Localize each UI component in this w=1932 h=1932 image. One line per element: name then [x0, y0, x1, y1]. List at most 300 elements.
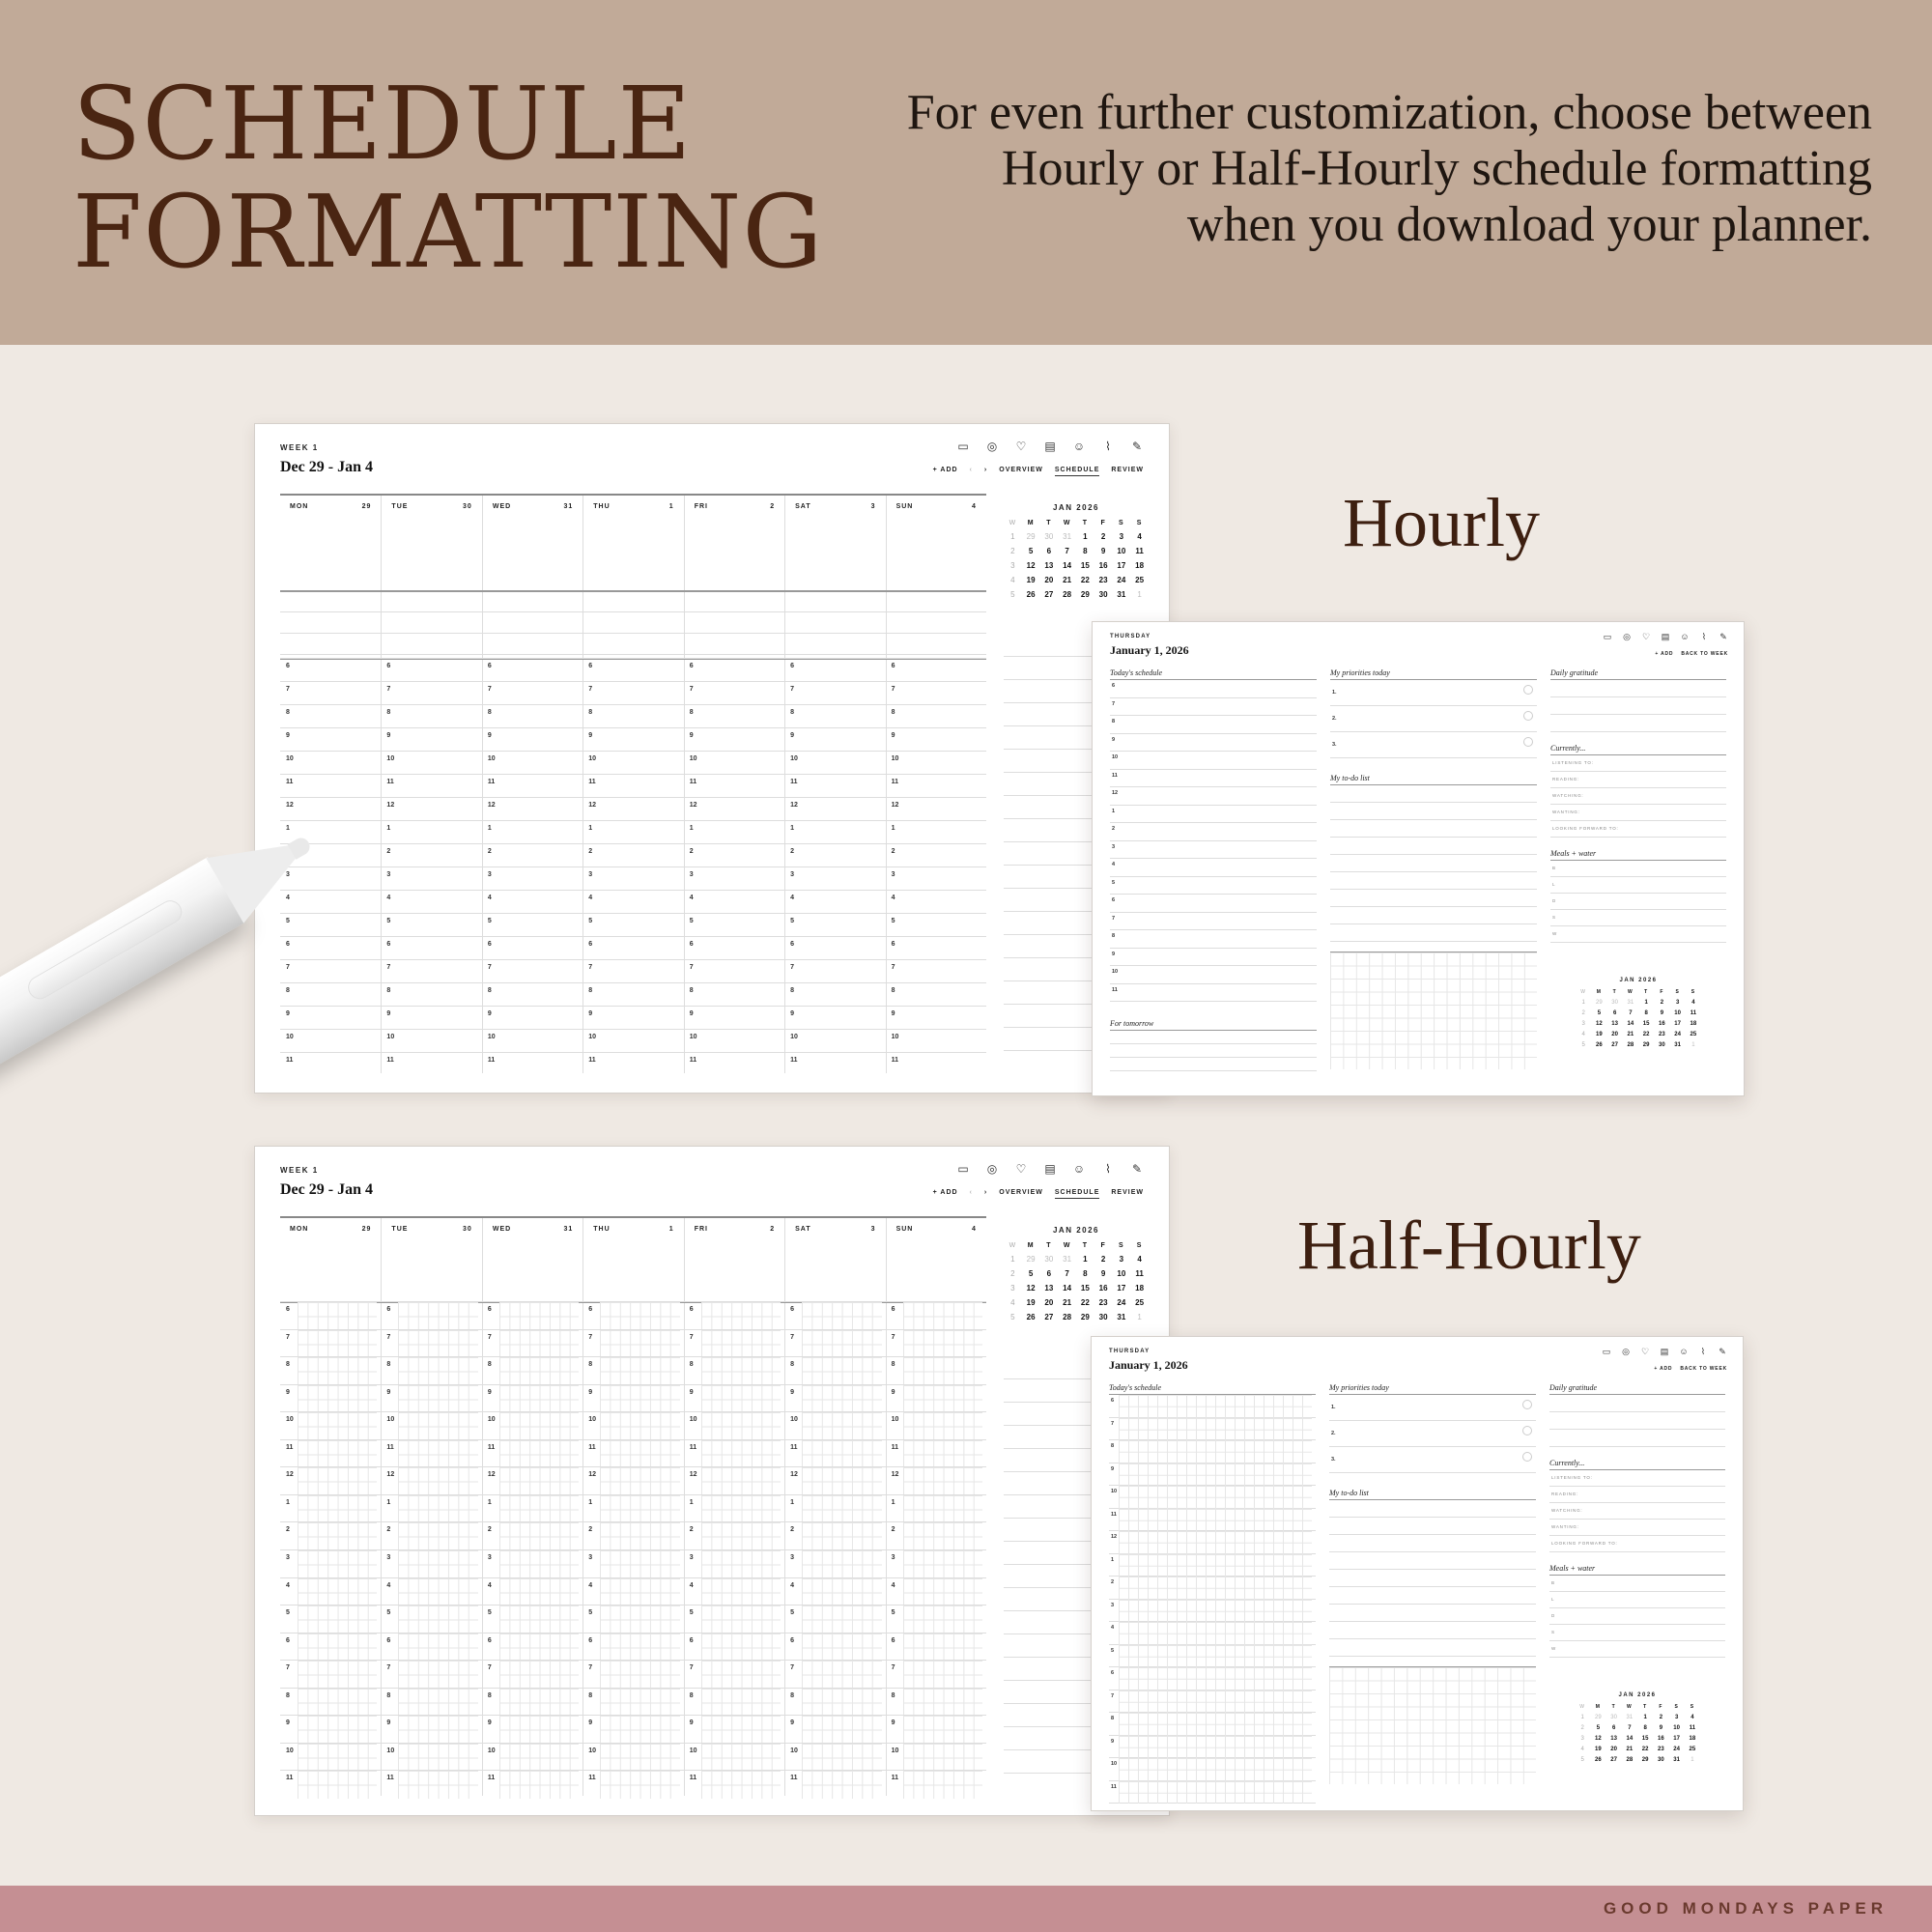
- half-hour-grid[interactable]: [499, 1716, 579, 1744]
- half-hour-grid[interactable]: [701, 1467, 781, 1495]
- half-hour-grid[interactable]: [701, 1689, 781, 1717]
- half-hour-grid[interactable]: [398, 1716, 477, 1744]
- mini-calendar-day[interactable]: 3: [1119, 532, 1124, 541]
- half-hour-grid[interactable]: [600, 1522, 679, 1550]
- half-hour-grid[interactable]: [298, 1634, 377, 1662]
- gratitude-line[interactable]: [1549, 1395, 1725, 1412]
- schedule-hour-row[interactable]: [1110, 716, 1317, 734]
- inbox-icon[interactable]: ▤: [1044, 440, 1056, 453]
- gratitude-line[interactable]: [1549, 1430, 1725, 1447]
- mini-calendar-day[interactable]: 20: [1044, 1298, 1054, 1307]
- half-hour-grid[interactable]: [802, 1412, 881, 1440]
- mini-calendar-day[interactable]: 24: [1673, 1747, 1680, 1752]
- tab-schedule[interactable]: SCHEDULE: [1055, 467, 1100, 476]
- half-hour-grid[interactable]: [701, 1634, 781, 1662]
- half-hour-grid[interactable]: [499, 1412, 579, 1440]
- mini-calendar-day[interactable]: 20: [1611, 1032, 1618, 1037]
- add-button[interactable]: + ADD: [932, 1189, 958, 1196]
- half-hour-grid[interactable]: [298, 1661, 377, 1689]
- schedule-hour-row[interactable]: [1109, 1395, 1316, 1418]
- half-hour-grid[interactable]: [802, 1689, 881, 1717]
- mini-calendar-day[interactable]: 25: [1135, 1298, 1145, 1307]
- currently-item[interactable]: [1549, 1487, 1725, 1503]
- schedule-hour-row[interactable]: [1109, 1463, 1316, 1487]
- mini-calendar-day[interactable]: 20: [1610, 1747, 1617, 1752]
- next-week-button[interactable]: ›: [983, 467, 988, 473]
- half-hour-grid[interactable]: [802, 1578, 881, 1606]
- half-hour-grid[interactable]: [701, 1578, 781, 1606]
- half-hour-grid[interactable]: [298, 1357, 377, 1385]
- half-hour-grid[interactable]: [1119, 1509, 1312, 1532]
- half-hour-grid[interactable]: [802, 1467, 881, 1495]
- priority-item[interactable]: [1330, 680, 1537, 706]
- schedule-hour-row[interactable]: [1109, 1486, 1316, 1509]
- half-hour-grid[interactable]: [701, 1495, 781, 1523]
- half-hour-grid[interactable]: [398, 1550, 477, 1578]
- mini-calendar-day[interactable]: 5: [1596, 1725, 1601, 1731]
- half-hour-grid[interactable]: [701, 1605, 781, 1634]
- mini-calendar-day[interactable]: 27: [1611, 1042, 1618, 1048]
- mini-calendar-day[interactable]: 29: [1080, 590, 1090, 599]
- mini-calendar-day[interactable]: 31: [1063, 1255, 1072, 1264]
- todo-line[interactable]: [1329, 1587, 1536, 1605]
- todo-line[interactable]: [1330, 924, 1537, 942]
- half-hour-grid[interactable]: [802, 1744, 881, 1772]
- schedule-hour-row[interactable]: [1109, 1781, 1316, 1804]
- mini-calendar-day[interactable]: 5: [1028, 547, 1034, 555]
- half-hour-grid[interactable]: [499, 1440, 579, 1468]
- todo-line[interactable]: [1329, 1639, 1536, 1657]
- half-hour-grid[interactable]: [398, 1661, 477, 1689]
- mini-calendar-day[interactable]: 30: [1610, 1715, 1617, 1720]
- half-hour-grid[interactable]: [298, 1605, 377, 1634]
- mini-calendar-day[interactable]: 19: [1026, 576, 1036, 584]
- schedule-hour-row[interactable]: [1109, 1577, 1316, 1600]
- half-hour-grid[interactable]: [802, 1330, 881, 1358]
- currently-item[interactable]: [1549, 1520, 1725, 1536]
- mini-calendar-day[interactable]: 21: [1626, 1747, 1634, 1752]
- mini-calendar-day[interactable]: 18: [1135, 561, 1145, 570]
- mini-calendar-day[interactable]: 8: [1083, 1269, 1088, 1278]
- next-week-button[interactable]: ›: [983, 1189, 988, 1196]
- mini-calendar-day[interactable]: 12: [1026, 1284, 1036, 1293]
- half-hour-grid[interactable]: [903, 1550, 982, 1578]
- priority-checkbox[interactable]: [1523, 737, 1533, 747]
- half-hour-grid[interactable]: [298, 1522, 377, 1550]
- notes-grid[interactable]: [1330, 952, 1537, 1069]
- mini-calendar-day[interactable]: 17: [1673, 1736, 1680, 1742]
- mini-calendar-day[interactable]: 6: [1612, 1010, 1617, 1016]
- mini-calendar-day[interactable]: 26: [1026, 1313, 1036, 1321]
- mini-calendar-day[interactable]: 3: [1674, 1715, 1679, 1720]
- target-icon[interactable]: ◎: [986, 440, 998, 453]
- mini-calendar-day[interactable]: 8: [1644, 1010, 1648, 1016]
- mini-calendar-day[interactable]: 15: [1080, 1284, 1090, 1293]
- tomorrow-line[interactable]: [1110, 1044, 1317, 1058]
- mini-calendar-day[interactable]: 24: [1117, 576, 1126, 584]
- half-hour-grid[interactable]: [298, 1385, 377, 1413]
- todo-line[interactable]: [1330, 855, 1537, 872]
- back-to-week-button[interactable]: BACK TO WEEK: [1681, 651, 1728, 657]
- meal-item[interactable]: [1549, 1592, 1725, 1608]
- mini-calendar-day[interactable]: 18: [1689, 1736, 1696, 1742]
- half-hour-grid[interactable]: [499, 1467, 579, 1495]
- mini-calendar-day[interactable]: 1: [1137, 590, 1142, 599]
- add-button[interactable]: + ADD: [1654, 1366, 1673, 1372]
- schedule-hour-row[interactable]: [1109, 1600, 1316, 1623]
- tab-overview[interactable]: OVERVIEW: [999, 467, 1043, 473]
- gratitude-line[interactable]: [1549, 1412, 1725, 1430]
- mini-calendar-day[interactable]: 2: [1100, 1255, 1106, 1264]
- mini-calendar-day[interactable]: 5: [1028, 1269, 1034, 1278]
- priority-checkbox[interactable]: [1523, 711, 1533, 721]
- half-hour-grid[interactable]: [600, 1357, 679, 1385]
- half-hour-grid[interactable]: [802, 1495, 881, 1523]
- mini-calendar-day[interactable]: 29: [1595, 1715, 1602, 1720]
- todo-line[interactable]: [1329, 1570, 1536, 1587]
- half-hour-grid[interactable]: [903, 1634, 982, 1662]
- half-hour-grid[interactable]: [398, 1578, 477, 1606]
- half-hour-grid[interactable]: [298, 1550, 377, 1578]
- priority-item[interactable]: [1329, 1421, 1536, 1447]
- schedule-hour-row[interactable]: [1110, 859, 1317, 877]
- half-hour-grid[interactable]: [1119, 1418, 1312, 1441]
- pencil-icon[interactable]: ✎: [1131, 440, 1143, 453]
- half-hour-grid[interactable]: [298, 1440, 377, 1468]
- mini-calendar-day[interactable]: 18: [1135, 1284, 1145, 1293]
- mini-calendar-day[interactable]: 22: [1642, 1032, 1650, 1037]
- inbox-icon[interactable]: ▤: [1044, 1162, 1056, 1176]
- mini-calendar-day[interactable]: 28: [1626, 1757, 1634, 1763]
- mini-calendar-day[interactable]: 20: [1044, 576, 1054, 584]
- half-hour-grid[interactable]: [298, 1744, 377, 1772]
- mini-calendar-day[interactable]: 15: [1080, 561, 1090, 570]
- mini-calendar-day[interactable]: 16: [1658, 1736, 1664, 1742]
- heart-icon[interactable]: ♡: [1641, 632, 1651, 641]
- half-hour-grid[interactable]: [701, 1744, 781, 1772]
- mini-calendar-day[interactable]: 30: [1044, 532, 1054, 541]
- mini-calendar-day[interactable]: 1: [1137, 1313, 1142, 1321]
- half-hour-grid[interactable]: [398, 1412, 477, 1440]
- half-hour-grid[interactable]: [1119, 1736, 1312, 1759]
- half-hour-grid[interactable]: [1119, 1758, 1312, 1781]
- mini-calendar-day[interactable]: 14: [1627, 1021, 1634, 1027]
- currently-item[interactable]: [1549, 1470, 1725, 1487]
- half-hour-grid[interactable]: [398, 1689, 477, 1717]
- mini-calendar-day[interactable]: 22: [1080, 1298, 1090, 1307]
- notes-grid[interactable]: [1329, 1666, 1536, 1784]
- mini-calendar-day[interactable]: 3: [1119, 1255, 1124, 1264]
- schedule-hour-row[interactable]: [1110, 680, 1317, 698]
- heart-icon[interactable]: ♡: [1015, 1162, 1027, 1176]
- half-hour-grid[interactable]: [802, 1440, 881, 1468]
- heart-icon[interactable]: ♡: [1015, 440, 1027, 453]
- smile-icon[interactable]: ☺: [1072, 1162, 1086, 1176]
- mini-calendar-day[interactable]: 23: [1658, 1747, 1664, 1752]
- mini-calendar-day[interactable]: 1: [1644, 1000, 1648, 1006]
- half-hour-grid[interactable]: [903, 1661, 982, 1689]
- schedule-hour-row[interactable]: [1110, 787, 1317, 806]
- gratitude-line[interactable]: [1550, 715, 1726, 732]
- heart-icon[interactable]: ♡: [1640, 1347, 1650, 1356]
- half-hour-grid[interactable]: [802, 1385, 881, 1413]
- half-hour-grid[interactable]: [903, 1357, 982, 1385]
- mini-calendar-day[interactable]: 12: [1595, 1736, 1602, 1742]
- smile-icon[interactable]: ☺: [1680, 632, 1690, 641]
- half-hour-grid[interactable]: [600, 1661, 679, 1689]
- mini-calendar-day[interactable]: 24: [1117, 1298, 1126, 1307]
- half-hour-grid[interactable]: [398, 1357, 477, 1385]
- mini-calendar-day[interactable]: 30: [1659, 1042, 1665, 1048]
- todo-line[interactable]: [1329, 1518, 1536, 1535]
- todo-line[interactable]: [1330, 872, 1537, 890]
- todo-line[interactable]: [1330, 907, 1537, 924]
- calendar-icon[interactable]: ▭: [1602, 1347, 1611, 1356]
- half-hour-grid[interactable]: [499, 1357, 579, 1385]
- todo-line[interactable]: [1330, 785, 1537, 803]
- half-hour-grid[interactable]: [398, 1467, 477, 1495]
- priority-item[interactable]: [1330, 706, 1537, 732]
- add-button[interactable]: + ADD: [932, 467, 958, 473]
- half-hour-grid[interactable]: [398, 1522, 477, 1550]
- half-hour-grid[interactable]: [903, 1467, 982, 1495]
- half-hour-grid[interactable]: [903, 1578, 982, 1606]
- mini-calendar-day[interactable]: 4: [1137, 532, 1142, 541]
- mini-calendar-day[interactable]: 16: [1659, 1021, 1665, 1027]
- todo-line[interactable]: [1329, 1605, 1536, 1622]
- schedule-hour-row[interactable]: [1109, 1622, 1316, 1645]
- schedule-hour-row[interactable]: [1109, 1440, 1316, 1463]
- half-hour-grid[interactable]: [1119, 1577, 1312, 1600]
- half-hour-grid[interactable]: [298, 1302, 377, 1330]
- half-hour-grid[interactable]: [701, 1771, 781, 1799]
- half-hour-grid[interactable]: [802, 1550, 881, 1578]
- half-hour-grid[interactable]: [600, 1467, 679, 1495]
- mini-calendar-day[interactable]: 13: [1611, 1021, 1618, 1027]
- mini-calendar-day[interactable]: 10: [1117, 1269, 1126, 1278]
- half-hour-grid[interactable]: [802, 1661, 881, 1689]
- half-hour-grid[interactable]: [701, 1522, 781, 1550]
- schedule-hour-row[interactable]: [1110, 984, 1317, 1003]
- half-hour-grid[interactable]: [298, 1716, 377, 1744]
- priority-checkbox[interactable]: [1522, 1452, 1532, 1462]
- meal-item[interactable]: [1550, 926, 1726, 943]
- schedule-hour-row[interactable]: [1109, 1418, 1316, 1441]
- mini-calendar-day[interactable]: 13: [1044, 1284, 1054, 1293]
- priority-item[interactable]: [1329, 1447, 1536, 1473]
- smile-icon[interactable]: ☺: [1679, 1347, 1689, 1356]
- half-hour-grid[interactable]: [499, 1495, 579, 1523]
- half-hour-grid[interactable]: [298, 1330, 377, 1358]
- half-hour-grid[interactable]: [600, 1550, 679, 1578]
- half-hour-grid[interactable]: [600, 1689, 679, 1717]
- calendar-icon[interactable]: ▭: [957, 1162, 969, 1176]
- half-hour-grid[interactable]: [802, 1302, 881, 1330]
- half-hour-grid[interactable]: [499, 1302, 579, 1330]
- currently-item[interactable]: [1550, 821, 1726, 838]
- meal-item[interactable]: [1549, 1641, 1725, 1658]
- priority-item[interactable]: [1330, 732, 1537, 758]
- mini-calendar-day[interactable]: 4: [1691, 1000, 1695, 1006]
- mini-calendar-day[interactable]: 23: [1659, 1032, 1665, 1037]
- half-hour-grid[interactable]: [1119, 1622, 1312, 1645]
- mini-calendar-day[interactable]: 12: [1596, 1021, 1603, 1027]
- target-icon[interactable]: ◎: [1623, 632, 1631, 641]
- half-hour-grid[interactable]: [903, 1495, 982, 1523]
- schedule-hour-row[interactable]: [1109, 1690, 1316, 1714]
- meal-item[interactable]: [1549, 1608, 1725, 1625]
- mini-calendar-day[interactable]: 24: [1674, 1032, 1681, 1037]
- todo-line[interactable]: [1329, 1535, 1536, 1552]
- mini-calendar-day[interactable]: 29: [1080, 1313, 1090, 1321]
- half-hour-grid[interactable]: [499, 1771, 579, 1799]
- mini-calendar-day[interactable]: 9: [1100, 1269, 1106, 1278]
- half-hour-grid[interactable]: [499, 1550, 579, 1578]
- schedule-hour-row[interactable]: [1109, 1758, 1316, 1781]
- tab-schedule[interactable]: SCHEDULE: [1055, 1189, 1100, 1199]
- schedule-hour-row[interactable]: [1110, 806, 1317, 824]
- mini-calendar-day[interactable]: 6: [1611, 1725, 1616, 1731]
- schedule-hour-row[interactable]: [1109, 1509, 1316, 1532]
- half-hour-grid[interactable]: [1119, 1486, 1312, 1509]
- half-hour-grid[interactable]: [298, 1689, 377, 1717]
- half-hour-grid[interactable]: [499, 1330, 579, 1358]
- mini-calendar-day[interactable]: 23: [1098, 576, 1108, 584]
- half-hour-grid[interactable]: [600, 1385, 679, 1413]
- paperclip-icon[interactable]: ⌇: [1701, 632, 1707, 641]
- mini-calendar-day[interactable]: 1: [1083, 532, 1088, 541]
- mini-calendar-day[interactable]: 8: [1083, 547, 1088, 555]
- mini-calendar-day[interactable]: 31: [1117, 1313, 1126, 1321]
- smile-icon[interactable]: ☺: [1072, 440, 1086, 453]
- mini-calendar-day[interactable]: 14: [1063, 1284, 1072, 1293]
- schedule-hour-row[interactable]: [1109, 1531, 1316, 1554]
- mini-calendar-day[interactable]: 31: [1117, 590, 1126, 599]
- half-hour-grid[interactable]: [903, 1412, 982, 1440]
- half-hour-grid[interactable]: [1119, 1395, 1312, 1418]
- mini-calendar-day[interactable]: 1: [1690, 1757, 1694, 1763]
- half-hour-grid[interactable]: [1119, 1600, 1312, 1623]
- mini-calendar-day[interactable]: 23: [1098, 1298, 1108, 1307]
- priority-item[interactable]: [1329, 1395, 1536, 1421]
- schedule-hour-row[interactable]: [1110, 949, 1317, 967]
- half-hour-grid[interactable]: [701, 1550, 781, 1578]
- paperclip-icon[interactable]: ⌇: [1105, 440, 1111, 453]
- half-hour-grid[interactable]: [298, 1771, 377, 1799]
- mini-calendar-day[interactable]: 15: [1642, 1021, 1650, 1027]
- mini-calendar-day[interactable]: 19: [1596, 1032, 1603, 1037]
- schedule-hour-row[interactable]: [1109, 1554, 1316, 1577]
- mini-calendar-day[interactable]: 8: [1643, 1725, 1647, 1731]
- half-hour-grid[interactable]: [499, 1634, 579, 1662]
- half-hour-grid[interactable]: [701, 1716, 781, 1744]
- mini-calendar-day[interactable]: 30: [1611, 1000, 1618, 1006]
- meal-item[interactable]: [1549, 1576, 1725, 1592]
- mini-calendar-day[interactable]: 25: [1689, 1747, 1696, 1752]
- mini-calendar-day[interactable]: 31: [1674, 1042, 1681, 1048]
- calendar-icon[interactable]: ▭: [1603, 632, 1612, 641]
- mini-calendar-day[interactable]: 21: [1063, 1298, 1072, 1307]
- todo-line[interactable]: [1330, 820, 1537, 838]
- mini-calendar-day[interactable]: 1: [1691, 1042, 1695, 1048]
- mini-calendar-day[interactable]: 30: [1098, 1313, 1108, 1321]
- mini-calendar-day[interactable]: 10: [1673, 1725, 1680, 1731]
- mini-calendar-day[interactable]: 19: [1595, 1747, 1602, 1752]
- mini-calendar-day[interactable]: 2: [1659, 1715, 1663, 1720]
- half-hour-grid[interactable]: [600, 1330, 679, 1358]
- mini-calendar-day[interactable]: 16: [1098, 1284, 1108, 1293]
- tab-overview[interactable]: OVERVIEW: [999, 1189, 1043, 1196]
- mini-calendar-day[interactable]: 31: [1063, 532, 1072, 541]
- todo-line[interactable]: [1330, 838, 1537, 855]
- gratitude-line[interactable]: [1550, 697, 1726, 715]
- pencil-icon[interactable]: ✎: [1131, 1162, 1143, 1176]
- mini-calendar-day[interactable]: 6: [1046, 547, 1052, 555]
- mini-calendar-day[interactable]: 31: [1626, 1715, 1634, 1720]
- paperclip-icon[interactable]: ⌇: [1700, 1347, 1706, 1356]
- half-hour-grid[interactable]: [1119, 1645, 1312, 1668]
- mini-calendar-day[interactable]: 19: [1026, 1298, 1036, 1307]
- mini-calendar-day[interactable]: 10: [1117, 547, 1126, 555]
- half-hour-grid[interactable]: [600, 1302, 679, 1330]
- meal-item[interactable]: [1550, 877, 1726, 894]
- meal-item[interactable]: [1549, 1625, 1725, 1641]
- mini-calendar-day[interactable]: 27: [1044, 590, 1054, 599]
- mini-calendar-day[interactable]: 30: [1658, 1757, 1664, 1763]
- half-hour-grid[interactable]: [903, 1744, 982, 1772]
- half-hour-grid[interactable]: [802, 1716, 881, 1744]
- mini-calendar-day[interactable]: 15: [1641, 1736, 1649, 1742]
- half-hour-grid[interactable]: [600, 1578, 679, 1606]
- mini-calendar-day[interactable]: 2: [1660, 1000, 1664, 1006]
- half-hour-grid[interactable]: [802, 1605, 881, 1634]
- schedule-hour-row[interactable]: [1110, 877, 1317, 895]
- mini-calendar-day[interactable]: 18: [1690, 1021, 1697, 1027]
- schedule-hour-row[interactable]: [1110, 752, 1317, 770]
- tomorrow-line[interactable]: [1110, 1031, 1317, 1044]
- mini-calendar-day[interactable]: 1: [1083, 1255, 1088, 1264]
- schedule-hour-row[interactable]: [1110, 895, 1317, 913]
- tab-review[interactable]: REVIEW: [1111, 1189, 1144, 1196]
- half-hour-grid[interactable]: [1119, 1463, 1312, 1487]
- todo-line[interactable]: [1329, 1622, 1536, 1639]
- mini-calendar-day[interactable]: 29: [1026, 1255, 1036, 1264]
- schedule-hour-row[interactable]: [1109, 1667, 1316, 1690]
- half-hour-grid[interactable]: [903, 1605, 982, 1634]
- mini-calendar-day[interactable]: 11: [1689, 1725, 1696, 1731]
- half-hour-grid[interactable]: [701, 1357, 781, 1385]
- half-hour-grid[interactable]: [298, 1578, 377, 1606]
- todo-line[interactable]: [1329, 1500, 1536, 1518]
- mini-calendar-day[interactable]: 21: [1627, 1032, 1634, 1037]
- mini-calendar-day[interactable]: 28: [1063, 1313, 1072, 1321]
- tomorrow-line[interactable]: [1110, 1058, 1317, 1071]
- half-hour-grid[interactable]: [600, 1744, 679, 1772]
- half-hour-grid[interactable]: [398, 1634, 477, 1662]
- half-hour-grid[interactable]: [600, 1634, 679, 1662]
- half-hour-grid[interactable]: [398, 1744, 477, 1772]
- mini-calendar-day[interactable]: 21: [1063, 576, 1072, 584]
- half-hour-grid[interactable]: [903, 1771, 982, 1799]
- inbox-icon[interactable]: ▤: [1661, 632, 1670, 641]
- half-hour-grid[interactable]: [499, 1744, 579, 1772]
- schedule-hour-row[interactable]: [1110, 770, 1317, 788]
- prev-week-button[interactable]: ‹: [969, 1189, 973, 1196]
- mini-calendar-day[interactable]: 31: [1627, 1000, 1634, 1006]
- half-hour-grid[interactable]: [903, 1302, 982, 1330]
- half-hour-grid[interactable]: [903, 1440, 982, 1468]
- half-hour-grid[interactable]: [499, 1661, 579, 1689]
